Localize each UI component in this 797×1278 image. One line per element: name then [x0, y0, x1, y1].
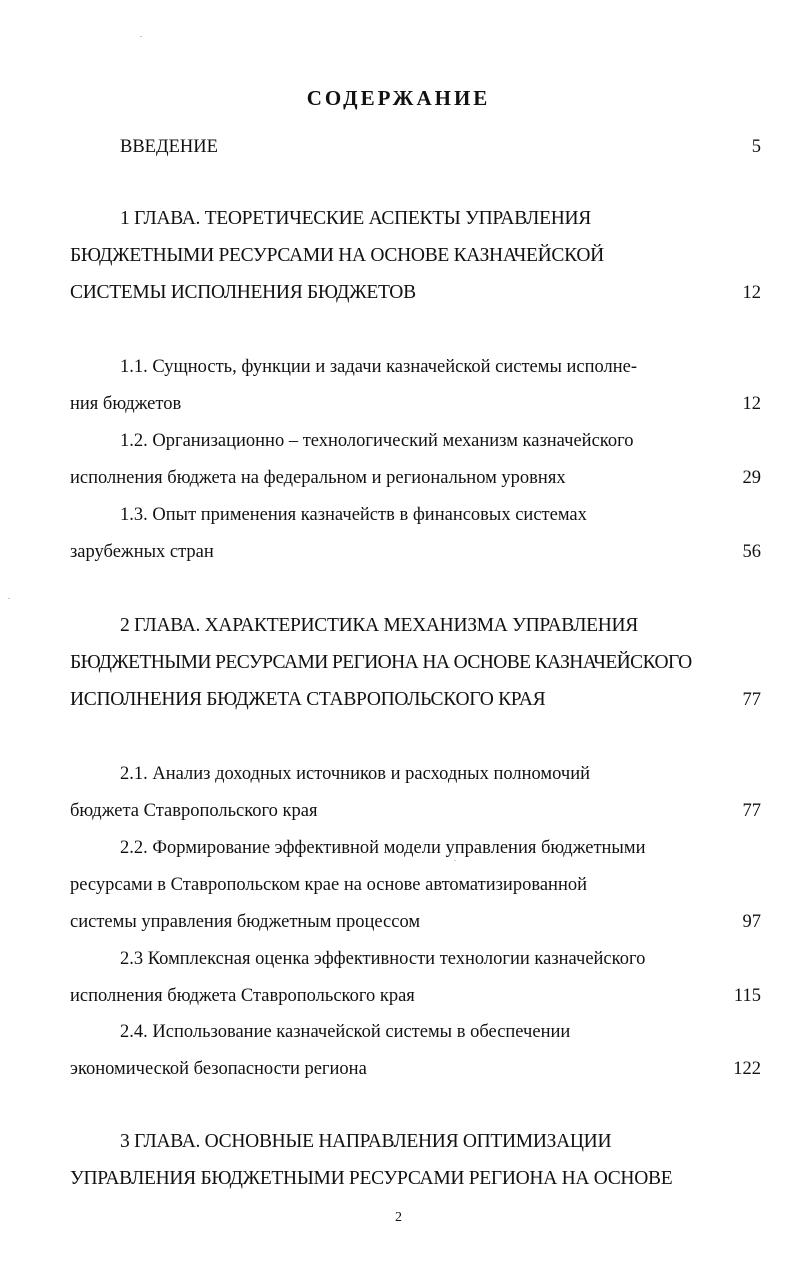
- toc-section-1-1-line-1: 1.1. Сущность, функции и задачи казначейской системы исполне-: [120, 357, 638, 377]
- toc-section-1-3-line-2: зарубежных стран: [70, 542, 214, 562]
- toc-section-2-3-line-2: исполнения бюджета Ставропольского края: [70, 986, 415, 1006]
- toc-section-1-2-line-1: 1.2. Организационно – технологический механизм казначейского: [120, 431, 634, 451]
- toc-section-1-2-page: 29: [742, 468, 761, 488]
- toc-section-2-3-page: 115: [733, 986, 761, 1006]
- toc-section-1-1-line-2: ния бюджетов: [70, 394, 182, 414]
- toc-section-1-2-line-2: исполнения бюджета на федеральном и региональном уровнях: [70, 468, 566, 488]
- toc-section-2-2-page: 97: [742, 912, 761, 932]
- scan-speck: [454, 860, 456, 861]
- scan-speck: [8, 598, 10, 599]
- toc-section-2-1-line-2: бюджета Ставропольского края: [70, 801, 318, 821]
- toc-section-1-3-line-1: 1.3. Опыт применения казначейств в финансовых системах: [120, 505, 587, 525]
- toc-section-2-4-line-1: 2.4. Использование казначейской системы в обеспечении: [120, 1022, 571, 1042]
- toc-title: СОДЕРЖАНИЕ: [306, 86, 491, 110]
- toc-section-2-4-page: 122: [733, 1059, 761, 1079]
- toc-chapter-2-line-3: ИСПОЛНЕНИЯ БЮДЖЕТА СТАВРОПОЛЬСКОГО КРАЯ: [70, 689, 546, 710]
- toc-section-2-2-line-2: ресурсами в Ставропольском крае на основе автоматизированной: [70, 875, 587, 895]
- toc-section-1-1-page: 12: [742, 394, 761, 414]
- toc-section-1-3-page: 56: [742, 542, 761, 562]
- toc-chapter-1-line-3: СИСТЕМЫ ИСПОЛНЕНИЯ БЮДЖЕТОВ: [70, 282, 416, 303]
- toc-section-2-1-line-1: 2.1. Анализ доходных источников и расходных полномочий: [120, 764, 590, 784]
- scan-speck: [140, 36, 142, 37]
- toc-chapter-3-line-1: 3 ГЛАВА. ОСНОВНЫЕ НАПРАВЛЕНИЯ ОПТИМИЗАЦИИ: [120, 1131, 612, 1152]
- toc-chapter-1-line-1: 1 ГЛАВА. ТЕОРЕТИЧЕСКИЕ АСПЕКТЫ УПРАВЛЕНИЯ: [120, 208, 591, 229]
- toc-section-2-1-page: 77: [742, 801, 761, 821]
- toc-chapter-2-page: 77: [742, 690, 761, 710]
- toc-chapter-2-line-1: 2 ГЛАВА. ХАРАКТЕРИСТИКА МЕХАНИЗМА УПРАВЛЕНИЯ: [120, 615, 639, 636]
- toc-section-2-2-line-1: 2.2. Формирование эффективной модели управления бюджетными: [120, 838, 646, 858]
- toc-section-2-2-line-3: системы управления бюджетным процессом: [70, 912, 421, 932]
- toc-intro-page: 5: [751, 137, 761, 157]
- toc-chapter-3-line-2: УПРАВЛЕНИЯ БЮДЖЕТНЫМИ РЕСУРСАМИ РЕГИОНА НА ОСНОВЕ: [70, 1168, 673, 1189]
- toc-intro: ВВЕДЕНИЕ: [120, 137, 218, 157]
- toc-chapter-1-page: 12: [742, 283, 761, 303]
- toc-chapter-1-line-2: БЮДЖЕТНЫМИ РЕСУРСАМИ НА ОСНОВЕ КАЗНАЧЕЙСКОЙ: [70, 245, 604, 266]
- page-number: 2: [395, 1210, 402, 1225]
- toc-section-2-4-line-2: экономической безопасности региона: [70, 1059, 367, 1079]
- toc-chapter-2-line-2: БЮДЖЕТНЫМИ РЕСУРСАМИ РЕГИОНА НА ОСНОВЕ КАЗНАЧЕЙСКОГО: [70, 652, 692, 673]
- toc-section-2-3-line-1: 2.3 Комплексная оценка эффективности технологии казначейского: [120, 949, 646, 969]
